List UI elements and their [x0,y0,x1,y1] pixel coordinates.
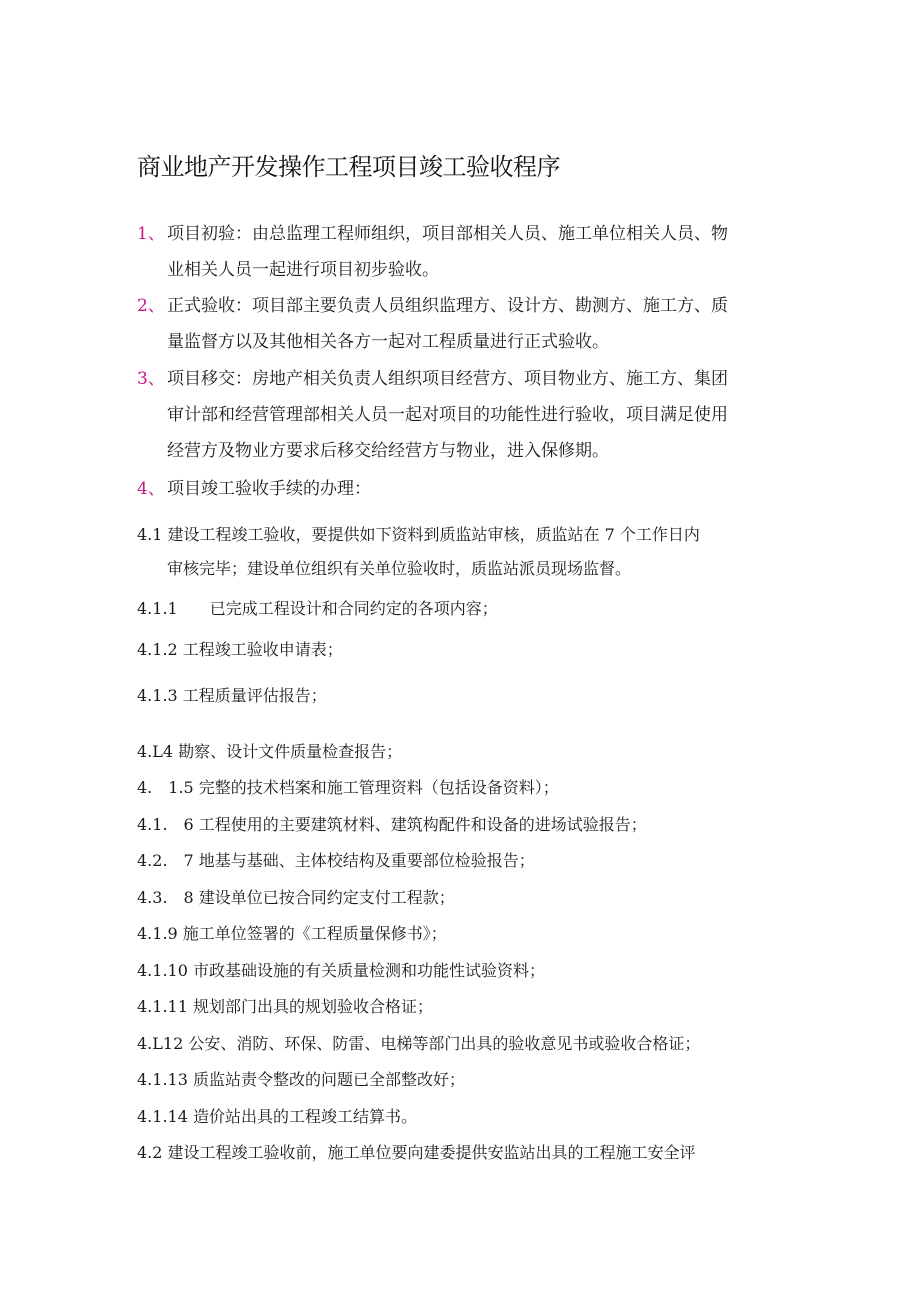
subitem-4-1-8 [137,881,455,915]
subitem-4-1-12 [137,1027,700,1061]
list-item-1 [137,216,797,288]
subitem-text-line: 4.1.11 规划部门出具的规划验收合格证； [137,997,433,1016]
item-number: 1、 [137,224,165,244]
subitem-4-1-2 [137,633,343,667]
item-number: 3、 [137,369,165,389]
item-number: 2、 [137,296,165,316]
subitem-text-line: 4.1. 6 工程使用的主要建筑材料、建筑构配件和设备的进场试验报告； [137,815,647,834]
subitem-text-line: 4.1.14 造价站出具的工程竣工结算书。 [137,1107,417,1126]
item-text-line: 项目移交：房地产相关负责人组织项目经营方、项目物业方、施工方、集团 [167,369,728,389]
subitem-4-1-1 [137,592,498,626]
subitem-4-1-7 [137,844,535,878]
subitem-text-line: 4.1.3 工程质量评估报告； [137,686,327,705]
subitem-4-1 [137,518,700,586]
list-item-4 [137,471,797,507]
subitem-4-1-4 [137,735,402,769]
item-text-line: 量监督方以及其他相关各方一起对工程质量进行正式验收。 [167,332,609,352]
subitem-4-1-9 [137,917,447,951]
subitem-4-1-13 [137,1063,465,1097]
subitem-text-line: 4. 1.5 完整的技术档案和施工管理资料（包括设备资料）； [137,778,559,797]
subitem-4-2 [137,1136,696,1170]
item-text-line: 审计部和经营管理部相关人员一起对项目的功能性进行验收，项目满足使用 [167,405,728,425]
item-text-line: 项目初验：由总监理工程师组织，项目部相关人员、施工单位相关人员、物 [167,224,728,244]
subitem-text-line: 4.3. 8 建设单位已按合同约定支付工程款； [137,888,455,907]
subitem-text-line: 4.1.9 施工单位签署的《工程质量保修书》； [137,924,447,943]
subitem-4-1-14 [137,1100,417,1134]
subitem-text-line: 4.1.1 已完成工程设计和合同约定的各项内容； [137,599,498,618]
subitem-4-1-3 [137,679,327,713]
subitem-text-line: 4.L12 公安、消防、环保、防雷、电梯等部门出具的验收意见书或验收合格证； [137,1034,701,1053]
item-number: 4、 [137,479,165,499]
subitem-text-line: 审核完毕；建设单位组织有关单位验收时，质监站派员现场监督。 [167,559,632,578]
item-text-line: 项目竣工验收手续的办理： [167,479,371,499]
subitem-4-1-10 [137,954,545,988]
item-text-line: 业相关人员一起进行项目初步验收。 [167,260,439,280]
subitem-text-line: 4.1 建设工程竣工验收，要提供如下资料到质监站审核，质监站在 7 个工作日内 [137,525,700,544]
subitem-text-line: 4.1.13 质监站责令整改的问题已全部整改好； [137,1070,465,1089]
document-title: 商业地产开发操作工程项目竣工验收程序 [137,153,560,181]
subitem-4-1-6 [137,808,647,842]
subitem-text-line: 4.2 建设工程竣工验收前，施工单位要向建委提供安监站出具的工程施工安全评 [137,1143,696,1162]
list-item-2 [137,288,797,360]
subitem-text-line: 4.L4 勘察、设计文件质量检查报告； [137,742,403,761]
item-text-line: 经营方及物业方要求后移交给经营方与物业，进入保修期。 [167,441,609,461]
subitem-4-1-5 [137,771,559,805]
subitem-text-line: 4.1.10 市政基础设施的有关质量检测和功能性试验资料； [137,961,545,980]
subitem-text-line: 4.1.2 工程竣工验收申请表； [137,640,343,659]
subitem-4-1-11 [137,990,433,1024]
list-item-3 [137,361,797,469]
item-text-line: 正式验收：项目部主要负责人员组织监理方、设计方、勘测方、施工方、质 [167,296,728,316]
subitem-text-line: 4.2. 7 地基与基础、主体校结构及重要部位检验报告； [137,851,535,870]
